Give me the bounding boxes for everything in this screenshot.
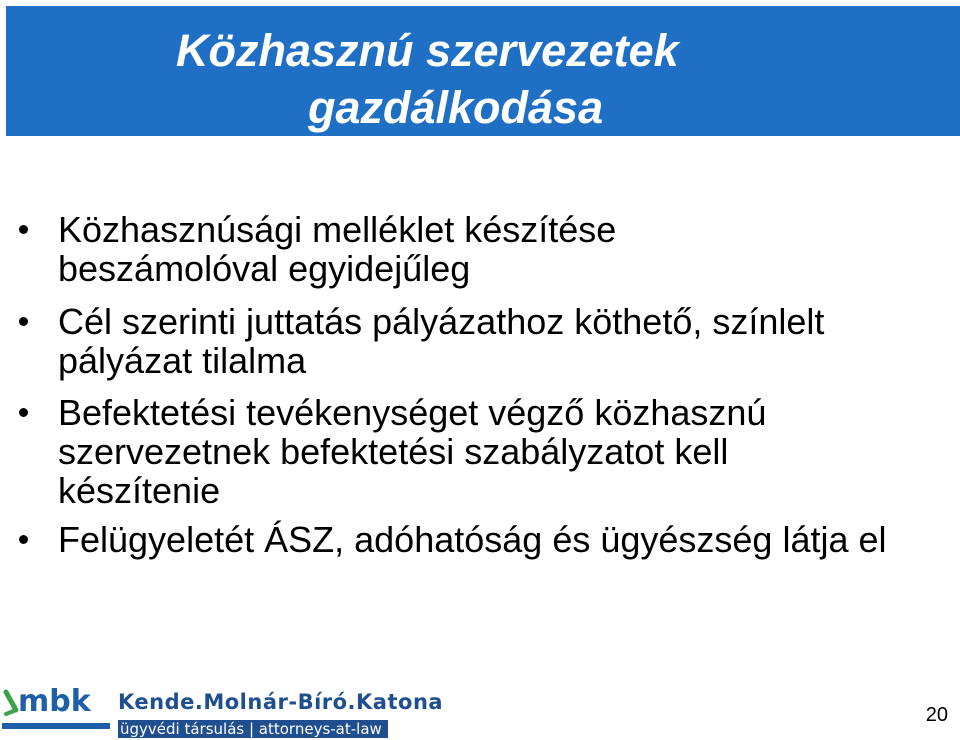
bullet-text: Felügyeletét ÁSZ, adóhatóság és ügyészség látja el xyxy=(58,519,887,560)
firm-name: Kende.Molnár-Bíró.Katona xyxy=(118,690,444,714)
bullet-text: Közhasznúsági melléklet készítése beszámolóval egyidejűleg xyxy=(58,209,617,289)
bullet-dot-icon xyxy=(19,535,28,544)
firm-subtitle: ügyvédi társulás | attorneys-at-law xyxy=(118,720,388,738)
bullet-text: Cél szerinti juttatás pályázathoz köthető, színlelt pályázat tilalma xyxy=(58,301,825,381)
bullet-dot-icon xyxy=(19,225,28,234)
page-number: 20 xyxy=(925,704,948,726)
bullet-dot-icon xyxy=(19,408,28,417)
logo-text: mbk xyxy=(18,684,91,718)
slide-footer xyxy=(0,680,960,740)
logo-underline xyxy=(2,723,110,729)
slide-title-line-1: Közhasznú szervezetek xyxy=(176,25,679,76)
mbk-logo-icon xyxy=(2,684,110,718)
bullet-text: Befektetési tevékenységet végző közhasznú szervezetnek befektetési szabályzatot kell készítenie xyxy=(58,392,767,511)
slide-title-line-2: gazdálkodása xyxy=(308,82,604,133)
bullet-dot-icon xyxy=(19,317,28,326)
